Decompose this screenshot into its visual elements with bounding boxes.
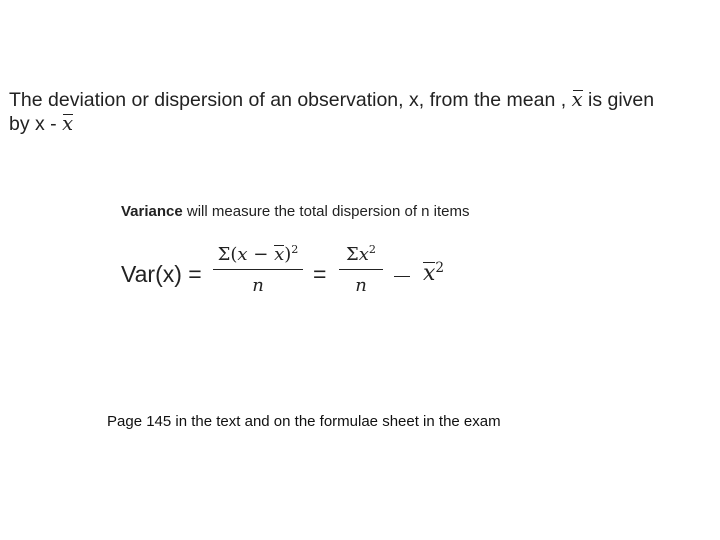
- variance-term: Variance: [121, 203, 183, 220]
- definition-text: The deviation or dispersion of an observation, x, from the mean ,: [9, 89, 567, 111]
- fraction-squares-denominator: n: [355, 275, 367, 296]
- definition-line2: by x -: [9, 113, 57, 135]
- variance-formula: [121, 243, 481, 307]
- reference-note: Page 145 in the text and on the formulae sheet in the exam: [107, 413, 501, 430]
- fraction-deviation-numerator: $\Sigma(x - x)^2$: [217, 243, 299, 265]
- minus-sign: [394, 276, 410, 277]
- fraction-deviation: [213, 243, 303, 296]
- fraction-bar-2: [339, 269, 383, 270]
- fraction-bar: [213, 269, 303, 270]
- equals-sign: =: [313, 261, 327, 287]
- mean-symbol: x: [571, 88, 583, 111]
- mean-symbol-2: x: [62, 112, 74, 135]
- fraction-deviation-denominator: n: [252, 275, 264, 296]
- variance-description: will measure the total dispersion of n items: [186, 203, 470, 220]
- fraction-squares-numerator: $\Sigma x^2$: [346, 243, 376, 265]
- definition-tail: is given: [587, 89, 655, 111]
- formula-lhs: Var(x) =: [121, 261, 202, 287]
- deviation-definition: [9, 88, 709, 136]
- fraction-squares: [339, 243, 383, 296]
- variance-heading: [121, 203, 470, 220]
- mean-squared: $x^2$: [423, 260, 445, 287]
